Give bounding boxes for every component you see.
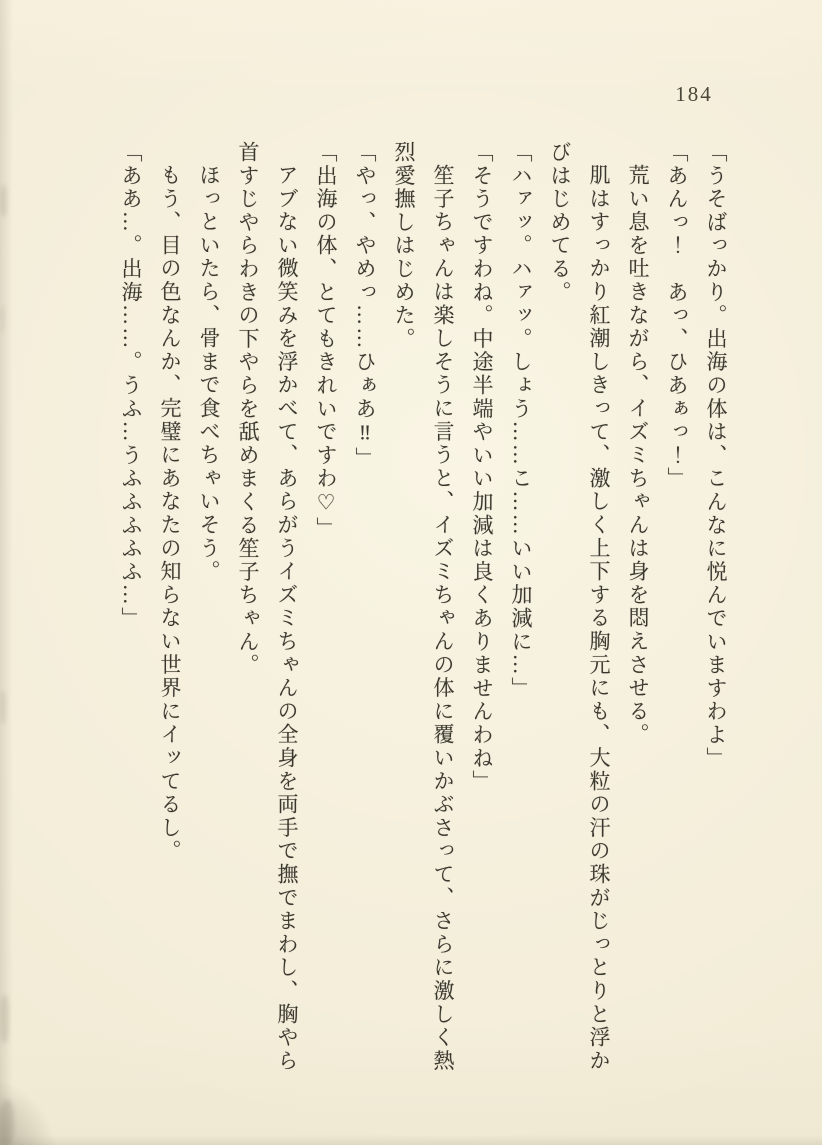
text-line: 「あんっ！ あっ、ひあぁっ！」 [665,141,689,491]
scan-edge-shadow-bottom [0,1135,822,1145]
scan-edge-shadow-left [0,0,13,1145]
text-line: 「そうですわね。中途半端やいい加減は良くありませんわね」 [470,141,494,794]
text-line: 「ああ…。出海……。うふ…うふふふふふ…」 [119,141,143,631]
scan-corner-shade [0,1073,62,1145]
text-line: もう、目の色なんか、完璧にあなたの知らない世界にイッてるし。 [158,164,182,863]
text-line: 荒い息を吐きながら、イズミちゃんは身を悶えさせる。 [626,164,650,747]
scan-smudge [0,305,5,333]
text-block [111,141,735,1083]
text-line: びはじめてる。 [548,141,572,305]
text-line: 肌はすっかり紅潮しきって、激しく上下する胸元にも、大粒の汗の珠がじっとりと浮か [587,164,611,1073]
scan-smudge [0,995,9,1043]
scan-smudge [0,185,7,217]
page-number: 184 [675,82,713,106]
scan-smudge [0,690,6,724]
text-lines [111,141,735,1083]
text-line: 「ハァッ。ハァッ。しょう……こ……いい加減に…」 [509,141,533,701]
text-line: ほっといたら、骨まで食べちゃいそう。 [197,164,221,584]
text-line: 「やっ、やめっ……ひぁあ‼」 [353,141,377,471]
text-line: 首すじやらわきの下やらを舐めまくる笙子ちゃん。 [236,141,260,677]
text-line: 烈愛撫しはじめた。 [392,141,416,351]
text-line: 「うそばっかり。出海の体は、こんなに悦んでいますわよ」 [704,141,728,771]
text-line: 「出海の体、とてもきれいですわ♡」 [314,141,338,541]
text-line: アブない微笑みを浮かべて、あらがうイズミちゃんの全身を両手で撫でまわし、胸やら [275,164,299,1073]
scan-smudge [0,1100,14,1145]
text-line: 笙子ちゃんは楽しそうに言うと、イズミちゃんの体に覆いかぶさって、さらに激しく熱 [431,164,455,1073]
